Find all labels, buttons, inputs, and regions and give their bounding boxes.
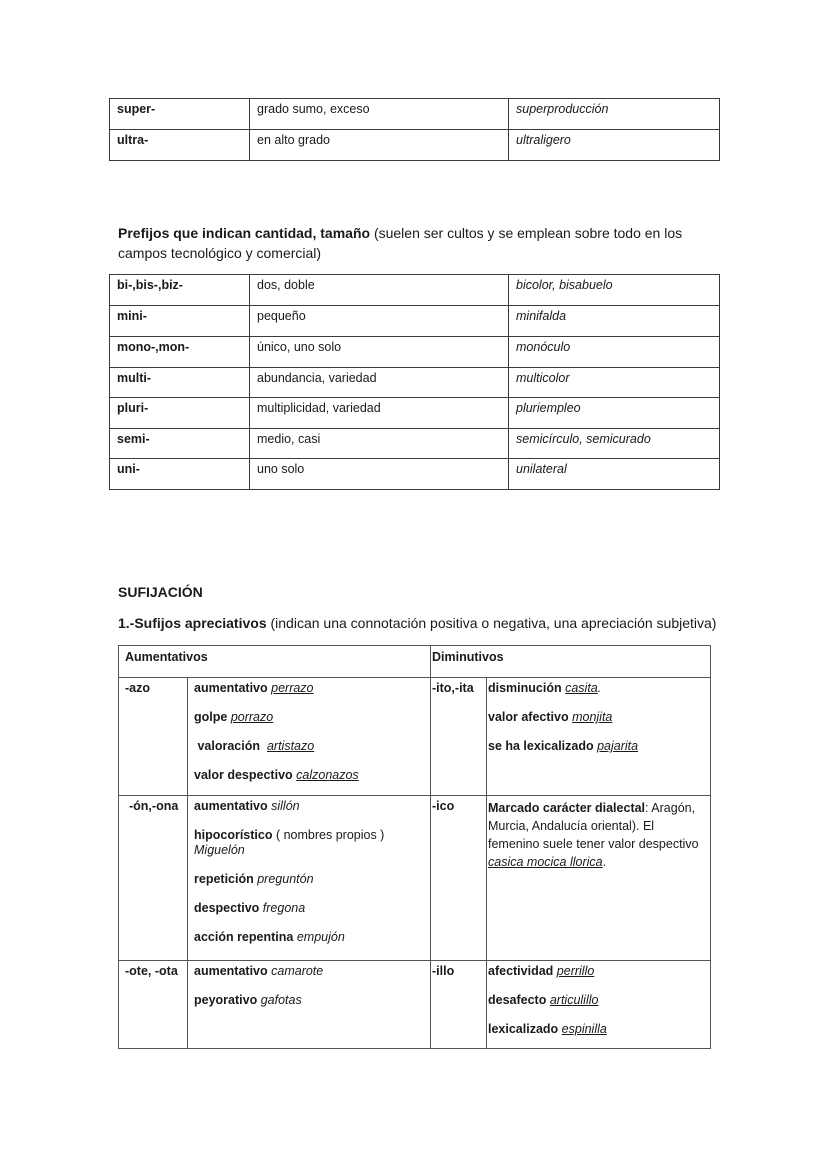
example-cell: monóculo [509,337,720,368]
entry: afectividad perrillo [488,964,595,978]
example-cell: semicírculo, semicurado [509,429,720,459]
entry: disminución casita. [488,681,602,695]
appreciative-suffix-table [118,645,711,1049]
table-row [110,275,720,306]
prefix-cell: super- [110,99,250,130]
dim-suffix-cell: -ito,-ita [431,678,487,796]
aug-suffix-cell: -ote, -ota [119,961,188,1049]
example-cell: ultraligero [509,130,720,161]
dim-suffix-cell: -illo [431,961,487,1049]
meaning-cell: pequeño [250,306,509,337]
table-row [110,337,720,368]
subsection-heading [118,613,738,633]
table-row [110,130,720,161]
aug-suffix-cell: -ón,-ona [119,796,188,961]
table-row [119,961,711,1049]
dim-entries-cell [487,678,711,796]
entry: repetición preguntón [194,872,314,886]
entry: se ha lexicalizado pajarita [488,739,639,753]
entry: lexicalizado espinilla [488,1022,607,1036]
entry: aumentativo perrazo [194,681,314,695]
table-row [110,459,720,490]
table-row [110,429,720,459]
table-row [110,368,720,398]
example-cell: bicolor, bisabuelo [509,275,720,306]
entry: valor despectivo calzonazos [194,768,359,782]
entry: acción repentina empujón [194,930,345,944]
prefix-cell: mini- [110,306,250,337]
entry: desafecto articulillo [488,993,599,1007]
aug-entries-cell [188,961,431,1049]
intensity-prefix-table [109,98,720,161]
dim-suffix-cell: -ico [431,796,487,961]
table-row [110,306,720,337]
quantity-prefix-table [109,274,720,490]
entry: hipocorístico ( nombres propios ) Miguelón [194,828,385,857]
dim-entries-cell [487,796,711,961]
entry: valor afectivo monjita [488,710,613,724]
entry: golpe porrazo [194,710,274,724]
header-aumentativos: Aumentativos [119,646,431,678]
example-cell: multicolor [509,368,720,398]
subsection-heading-note: (indican una connotación positiva o negativa, una apreciación subjetiva) [266,615,717,631]
table-row [110,99,720,130]
meaning-cell: en alto grado [250,130,509,161]
subsection-heading-bold: 1.-Sufijos apreciativos [118,615,267,631]
section-title: SUFIJACIÓN [118,584,203,600]
table-row [110,398,720,429]
meaning-cell: multiplicidad, variedad [250,398,509,429]
dialectal-note: Marcado carácter dialectal: Aragón, Murcia, Andalucía oriental). El femenino suele tener valor despectivo casica mocica llorica. [488,801,699,869]
prefix-cell: mono-,mon- [110,337,250,368]
entry: aumentativo sillón [194,799,300,813]
meaning-cell: abundancia, variedad [250,368,509,398]
aug-entries-cell [188,678,431,796]
prefix-cell: bi-,bis-,biz- [110,275,250,306]
meaning-cell: medio, casi [250,429,509,459]
quantity-section-heading [118,223,718,263]
table-row [119,678,711,796]
prefix-cell: multi- [110,368,250,398]
prefix-cell: pluri- [110,398,250,429]
aug-entries-cell [188,796,431,961]
entry: peyorativo gafotas [194,993,302,1007]
meaning-cell: grado sumo, exceso [250,99,509,130]
entry: despectivo fregona [194,901,306,915]
meaning-cell: uno solo [250,459,509,490]
meaning-cell: dos, doble [250,275,509,306]
example-cell: superproducción [509,99,720,130]
table-header-row [119,646,711,678]
prefix-cell: uni- [110,459,250,490]
meaning-cell: único, uno solo [250,337,509,368]
example-cell: minifalda [509,306,720,337]
heading-note: (suelen ser cultos y se emplean sobre todo en los [370,225,683,241]
dim-entries-cell [487,961,711,1049]
prefix-cell: semi- [110,429,250,459]
table-row [119,796,711,961]
aug-suffix-cell: -azo [119,678,188,796]
example-cell: pluriempleo [509,398,720,429]
heading-bold: Prefijos que indican cantidad, tamaño [118,225,371,241]
example-cell: unilateral [509,459,720,490]
header-diminutivos: Diminutivos [431,646,711,678]
prefix-cell: ultra- [110,130,250,161]
heading-note-line2: campos tecnológico y comercial) [118,245,322,261]
entry: aumentativo camarote [194,964,324,978]
entry: valoración artistazo [194,739,315,753]
